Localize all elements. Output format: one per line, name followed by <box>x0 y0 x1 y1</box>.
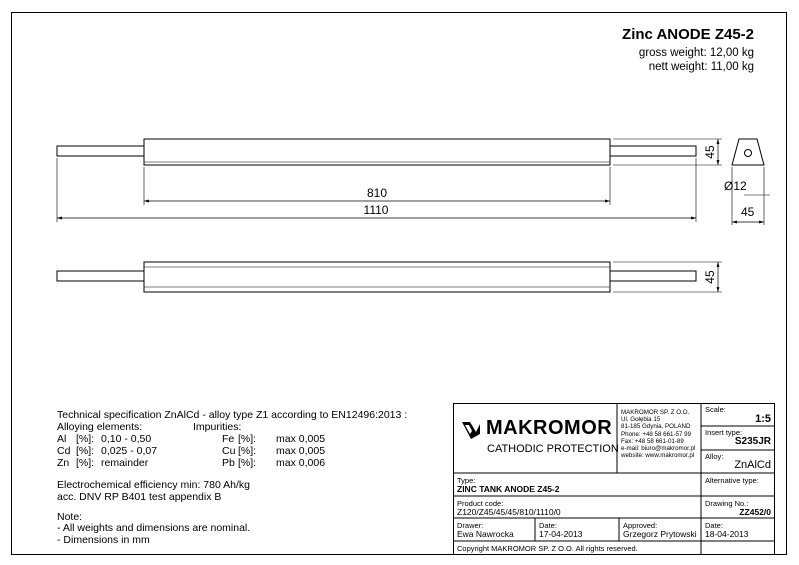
top-view <box>57 139 696 165</box>
spec-unit: [%]: <box>76 445 95 457</box>
date1-label: Date: <box>539 521 557 530</box>
gross-weight: gross weight: 12,00 kg <box>638 47 754 59</box>
approved-value: Grzegorz Prytowski <box>623 529 697 539</box>
copyright-text: Copyright MAKROMOR SP. Z O.O. All rights reserved. <box>457 544 638 553</box>
front-view <box>57 262 696 292</box>
company-line: Fax: +48 58 661-01-89 <box>621 437 684 445</box>
spec-imp-unit: [%]: <box>238 457 257 469</box>
alloying-label: Alloying elements: <box>57 421 143 433</box>
alloy-value: ZnAlCd <box>734 459 771 471</box>
spec-unit: [%]: <box>76 457 95 469</box>
company-line: Phone: +48 58 661-57 99 <box>621 430 692 438</box>
spec-unit: [%]: <box>76 433 95 445</box>
product-code-value: Z120/Z45/45/45/810/1110/0 <box>457 507 561 517</box>
cross-section-view <box>732 139 764 165</box>
spec-el: Zn <box>57 457 70 469</box>
brand-name: MAKROMOR <box>486 417 613 439</box>
spec-imp-val: max 0,005 <box>276 433 326 445</box>
company-address <box>621 409 695 459</box>
spec-imp-val: max 0,006 <box>276 457 326 469</box>
dim-1110: 1110 <box>363 203 389 217</box>
product-code-label: Product code: <box>457 499 504 508</box>
company-line: 81-185 Gdynia, POLAND <box>621 423 691 431</box>
impurities-label: Impurities: <box>193 421 242 433</box>
type-value: ZINC TANK ANODE Z45-2 <box>457 484 560 494</box>
spec-heading: Technical specification ZnAlCd - alloy type Z1 according to EN12496:2013 : <box>57 409 408 421</box>
makromor-logo-icon <box>460 419 482 441</box>
scale-value: 1:5 <box>755 413 771 425</box>
drawer-value: Ewa Nawrocka <box>457 529 514 539</box>
drawing-no-value: ZZ452/0 <box>739 507 771 517</box>
drawer-label: Drawer: <box>457 521 484 530</box>
spec-val: 0,025 - 0,07 <box>101 445 158 457</box>
insert-type-label: Insert type: <box>705 428 743 437</box>
spec-imp-unit: [%]: <box>238 445 257 457</box>
drawing-no-label: Drawing No.: <box>705 499 749 508</box>
spec-imp-val: max 0,005 <box>276 445 326 457</box>
nett-weight: nett weight: 11,00 kg <box>648 61 754 73</box>
spec-el: Cd <box>57 445 71 457</box>
type-label: Type: <box>457 476 476 485</box>
spec-val: remainder <box>101 457 149 469</box>
dim-45-bottom: 45 <box>703 270 717 284</box>
dim-45-section: 45 <box>741 205 755 219</box>
dim-rod-diameter: Ø12 <box>724 179 747 193</box>
alternative-type-label: Alternative type: <box>705 476 759 485</box>
date2-label: Date: <box>705 521 723 530</box>
test-standard-text: acc. DNV RP B401 test appendix B <box>57 491 222 503</box>
spec-imp: Pb <box>222 457 235 469</box>
efficiency-text: Electrochemical efficiency min: 780 Ah/kg <box>57 479 250 491</box>
company-line: e-mail: biuro@makromor.pl <box>621 445 696 453</box>
dim-45-top: 45 <box>703 145 717 159</box>
note-item: - All weights and dimensions are nominal. <box>57 522 251 534</box>
spec-el: Al <box>57 433 67 445</box>
spec-imp-unit: [%]: <box>238 433 257 445</box>
date1-value: 17-04-2013 <box>539 529 583 539</box>
dim-810: 810 <box>366 186 388 200</box>
note-label: Note: <box>57 511 83 523</box>
spec-imp: Fe <box>222 433 235 445</box>
drawing-title: Zinc ANODE Z45-2 <box>622 26 754 43</box>
alloy-label: Alloy: <box>705 452 724 461</box>
company-line: MAKROMOR SP. Z O.O. <box>621 409 690 416</box>
company-line: website: www.makromor.pl <box>621 452 695 460</box>
approved-label: Approved: <box>623 521 658 530</box>
note-item: - Dimensions in mm <box>57 534 150 546</box>
spec-imp: Cu <box>222 445 236 457</box>
scale-label: Scale: <box>705 405 726 414</box>
insert-type-value: S235JR <box>734 436 771 447</box>
brand-subtitle: CATHODIC PROTECTION <box>487 443 619 455</box>
date2-value: 18-04-2013 <box>705 529 749 539</box>
company-line: Ul. Gołębia 15 <box>621 416 661 424</box>
spec-val: 0,10 - 0,50 <box>101 433 152 445</box>
